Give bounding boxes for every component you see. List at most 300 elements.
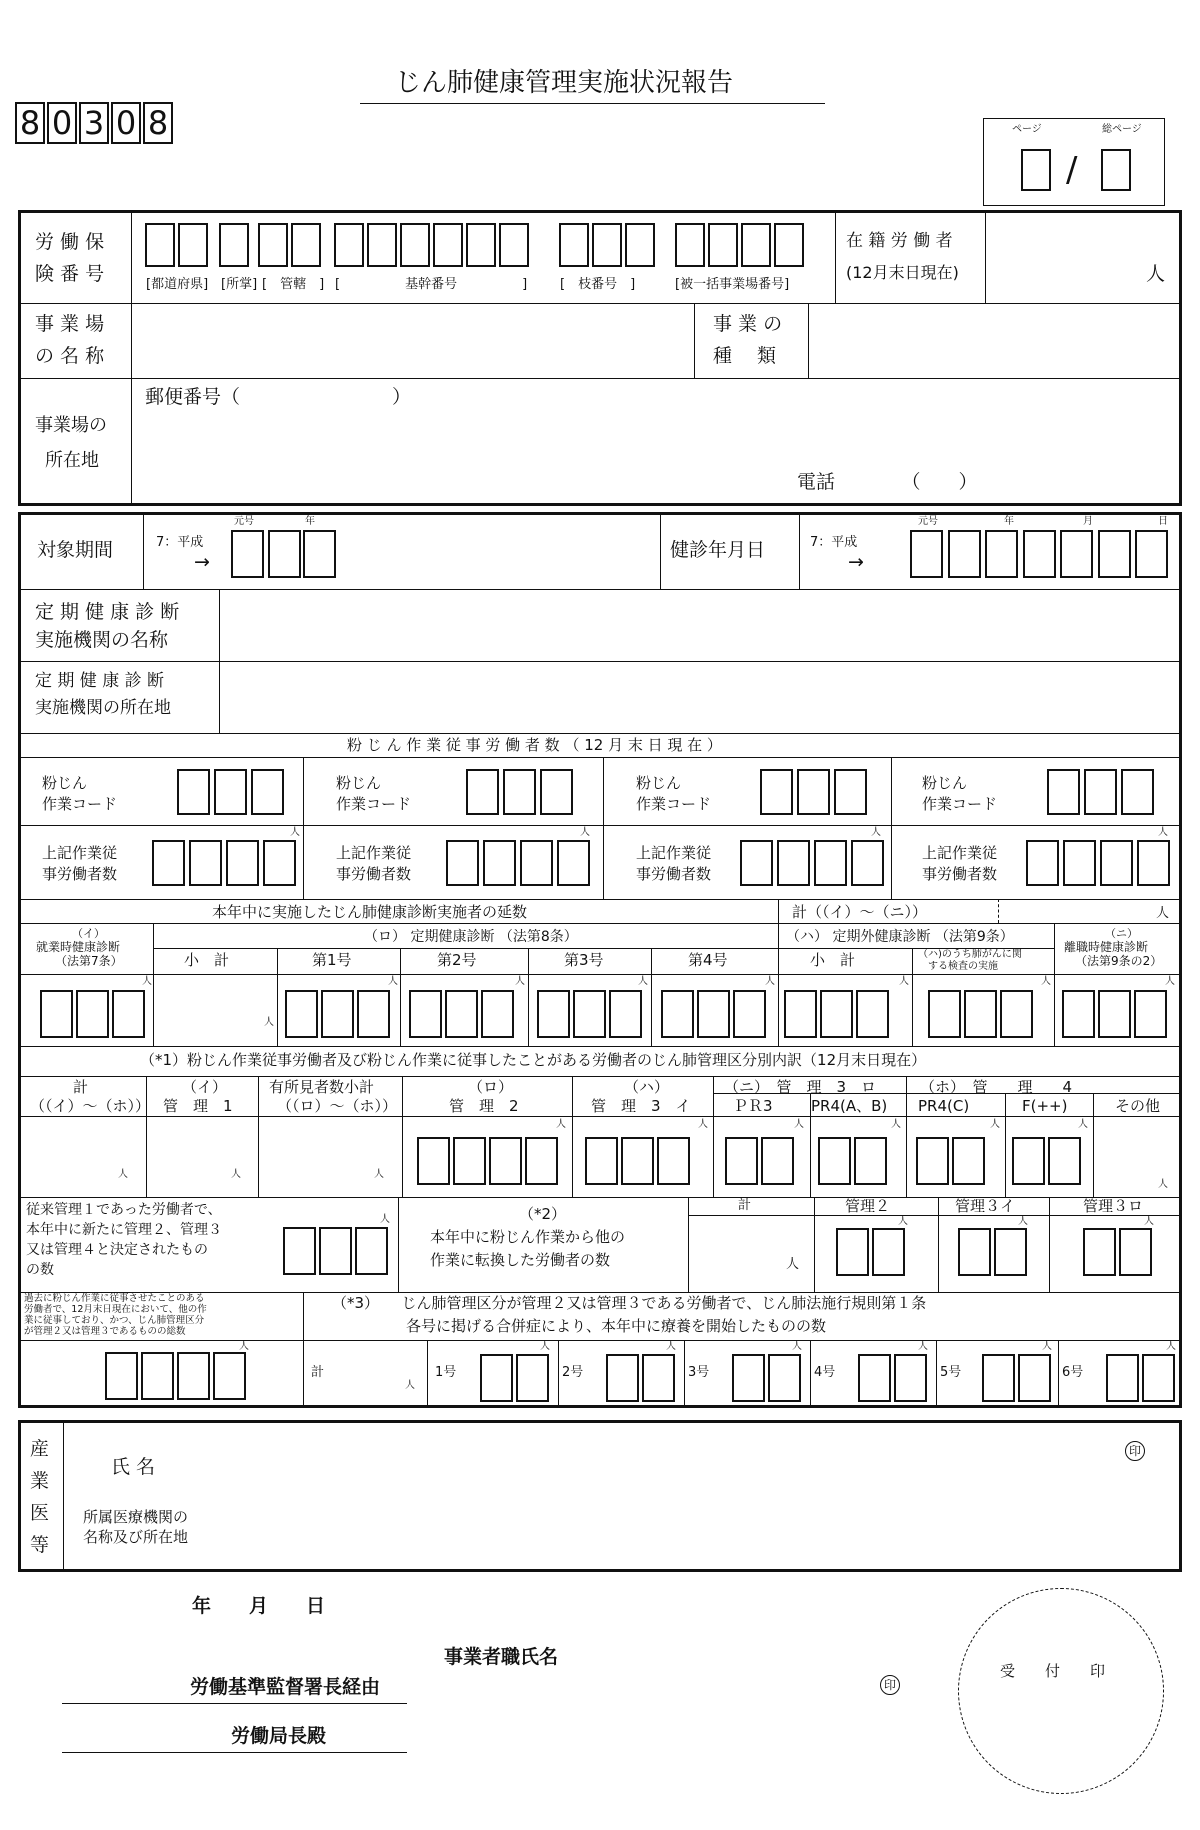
insurance-digit-box[interactable]: [708, 223, 738, 267]
comp-no-label: 1号: [435, 1365, 457, 1380]
transfer-box[interactable]: [1083, 1228, 1116, 1276]
site-address-label: 事業場の: [35, 415, 107, 436]
physician-label-char: 業: [30, 1470, 50, 1492]
unit-person: 人: [264, 1017, 274, 1028]
comp-no-label: 3号: [688, 1365, 710, 1380]
dust-workers-box[interactable]: [740, 840, 773, 886]
unit-person: 人: [540, 1341, 550, 1352]
dust-code-box[interactable]: [1047, 769, 1080, 815]
k-ni-header: （ニ） 管 理 3 ロ: [724, 1078, 877, 1096]
k-count-box[interactable]: [453, 1137, 486, 1185]
unit-person: 人: [698, 1119, 708, 1130]
k-ro-header: （ロ）: [468, 1078, 514, 1096]
date-digit-box[interactable]: [985, 530, 1018, 578]
inst-address-label: 実施機関の所在地: [35, 698, 171, 718]
exam-count-box[interactable]: [1062, 990, 1095, 1038]
exam-count-box[interactable]: [856, 990, 889, 1038]
site-name-label: の 名 称: [35, 345, 105, 367]
no2-label: 第2号: [437, 951, 477, 969]
period-era-box[interactable]: [231, 530, 264, 578]
transfer-box[interactable]: [994, 1228, 1027, 1276]
dust-workers-box[interactable]: [1137, 840, 1170, 886]
form-title: じん肺健康管理実施状況報告: [395, 68, 734, 98]
insurance-digit-box[interactable]: [559, 223, 589, 267]
unit-person: 人: [380, 1214, 390, 1225]
physician-label-char: 等: [30, 1534, 50, 1556]
comp-box[interactable]: [1018, 1354, 1051, 1402]
dust-workers-label: 事労働者数: [636, 865, 712, 883]
comp-box[interactable]: [732, 1354, 765, 1402]
past-workers-box[interactable]: [213, 1352, 246, 1400]
sub-label-prefecture: [都道府県]: [146, 277, 209, 292]
exam-count-box[interactable]: [321, 990, 354, 1038]
inst-address-label: 定 期 健 康 診 断: [35, 671, 165, 691]
complication-label: （*3） じん肺管理区分が管理２又は管理３である労働者で、じん肺法施行規則第１条: [332, 1294, 927, 1312]
insurance-digit-box[interactable]: [334, 223, 364, 267]
dust-code-label: 作業コード: [922, 795, 998, 813]
comp-sum-label: 計: [311, 1365, 325, 1380]
transfer-label: （*2）: [519, 1205, 567, 1223]
prev-k1-label: の数: [26, 1262, 54, 1278]
physician-inst-field[interactable]: [230, 1505, 1170, 1560]
k-count-box[interactable]: [1012, 1137, 1045, 1185]
dust-workers-box[interactable]: [446, 840, 479, 886]
dust-code-box[interactable]: [466, 769, 499, 815]
prev-k1-label: 本年中に新たに管理２、管理３: [26, 1222, 222, 1238]
inst-name-label: 定 期 健 康 診 断: [35, 601, 180, 623]
unit-person: 人: [666, 1341, 676, 1352]
dust-workers-box[interactable]: [263, 840, 296, 886]
dust-code-box[interactable]: [214, 769, 247, 815]
day-small-label: 日: [1158, 516, 1168, 527]
physician-inst-label: 名称及び所在地: [83, 1528, 189, 1546]
era-small-label: 元号: [234, 516, 254, 527]
insurance-digit-box[interactable]: [145, 223, 175, 267]
physician-name-label: 氏 名: [111, 1456, 156, 1478]
exam-count-box[interactable]: [481, 990, 514, 1038]
prev-k1-box[interactable]: [355, 1227, 388, 1275]
dust-workers-label: 事労働者数: [42, 865, 118, 883]
reception-stamp-circle: [958, 1588, 1164, 1794]
unit-person: 人: [142, 976, 152, 987]
comp-no-label: 4号: [814, 1365, 836, 1380]
dust-workers-label: 上記作業従: [336, 844, 412, 862]
dust-workers-box[interactable]: [152, 840, 185, 886]
k-ro-header: 管 理 2: [449, 1097, 519, 1115]
pr4c-header: PR4(C): [918, 1097, 970, 1115]
k-findings-header: 有所見者数小計: [269, 1078, 375, 1096]
k-count-box[interactable]: [916, 1137, 949, 1185]
site-name-label: 事 業 場: [35, 313, 105, 335]
exam-date-label: 健診年月日: [670, 539, 766, 561]
dust-code-box[interactable]: [1121, 769, 1154, 815]
dust-workers-box[interactable]: [226, 840, 259, 886]
month-small-label: 月: [1083, 516, 1093, 527]
labor-office-field[interactable]: [62, 1670, 182, 1700]
classification-header: （*1）粉じん作業従事労働者及び粉じん作業に従事したことがある労働者のじん肺管理区分別内訳（12月末日現在）: [140, 1051, 927, 1069]
exam-count-box[interactable]: [820, 990, 853, 1038]
site-address-label: 所在地: [45, 450, 99, 471]
dust-workers-box[interactable]: [1026, 840, 1059, 886]
sub-label-basic-no: [ 基幹番号 ]: [335, 277, 528, 292]
date-digit-box[interactable]: [948, 530, 981, 578]
col-ha-header: （ハ） 定期外健康診断 （法第9条）: [786, 929, 1014, 945]
year-small-label: 年: [305, 516, 315, 527]
k-total-field[interactable]: [20, 1118, 144, 1195]
unit-person: 人: [1158, 1179, 1168, 1190]
via-office-label: 労働基準監督署長経由: [190, 1676, 381, 1698]
comp-no-label: 6号: [1062, 1365, 1084, 1380]
dust-code-box[interactable]: [834, 769, 867, 815]
past-workers-box[interactable]: [105, 1352, 138, 1400]
form-code-digit: 0: [111, 102, 141, 144]
date-digit-box[interactable]: [1135, 530, 1168, 578]
comp-box[interactable]: [1106, 1354, 1139, 1402]
insurance-digit-box[interactable]: [625, 223, 655, 267]
insurance-digit-box[interactable]: [499, 223, 529, 267]
unit-person: 人: [871, 827, 881, 838]
prev-k1-label: 従来管理１であった労働者で、: [26, 1202, 222, 1218]
k-count-box[interactable]: [854, 1137, 887, 1185]
comp-box[interactable]: [768, 1354, 801, 1402]
workers-count-field[interactable]: [987, 212, 1137, 301]
workers-label: 在 籍 労 働 者: [846, 231, 953, 251]
unit-person: 人: [891, 1119, 901, 1130]
unit-person: 人: [231, 1169, 241, 1180]
exam-count-box[interactable]: [112, 990, 145, 1038]
no3-label: 第3号: [564, 951, 604, 969]
insurance-digit-box[interactable]: [258, 223, 288, 267]
sub-label-branch-no: [ 枝番号 ]: [560, 277, 636, 292]
past-workers-label: 業に従事しており、かつ、じん肺管理区分: [24, 1315, 205, 1326]
dust-code-label: 粉じん: [636, 774, 682, 792]
dust-code-label: 粉じん: [922, 774, 968, 792]
k-count-box[interactable]: [818, 1137, 851, 1185]
exam-total-label: 本年中に実施したじん肺健康診断実施者の延数: [212, 903, 528, 921]
dust-code-label: 粉じん: [336, 774, 382, 792]
transfer-sum-field[interactable]: [690, 1217, 812, 1290]
unit-person: 人: [899, 976, 909, 987]
sub-label-jurisdiction: [所掌]: [221, 277, 258, 292]
physician-inst-label: 所属医療機関の: [83, 1508, 189, 1526]
sub-label-office: [ 管轄 ]: [262, 277, 325, 292]
other-field[interactable]: [1095, 1118, 1179, 1195]
comp-box[interactable]: [606, 1354, 639, 1402]
exam-count-box[interactable]: [928, 990, 961, 1038]
comp-box[interactable]: [642, 1354, 675, 1402]
business-type-field[interactable]: [810, 305, 1180, 376]
exam-count-box[interactable]: [733, 990, 766, 1038]
insurance-digit-box[interactable]: [219, 223, 249, 267]
reception-stamp-label: 受 付 印: [1000, 1662, 1106, 1680]
k-findings-field[interactable]: [260, 1118, 400, 1195]
comp-box[interactable]: [982, 1354, 1015, 1402]
transfer-k2-header: 管理２: [845, 1197, 891, 1215]
date-digit-box[interactable]: [1060, 530, 1093, 578]
year-small-label: 年: [1004, 516, 1014, 527]
insurance-digit-box[interactable]: [675, 223, 705, 267]
exam-count-box[interactable]: [661, 990, 694, 1038]
site-name-field[interactable]: [133, 305, 692, 376]
exam-count-box[interactable]: [1000, 990, 1033, 1038]
exam-count-box[interactable]: [40, 990, 73, 1038]
transfer-box[interactable]: [872, 1228, 905, 1276]
insurance-no-label: 労 働 保: [35, 231, 105, 253]
dust-workers-label: 事労働者数: [922, 865, 998, 883]
exam-count-box[interactable]: [1098, 990, 1131, 1038]
past-workers-label: が管理２又は管理３であるものの総数: [24, 1326, 186, 1337]
dust-workers-box[interactable]: [777, 840, 810, 886]
era-label: 7：平成: [156, 535, 204, 550]
k-count-box[interactable]: [489, 1137, 522, 1185]
unit-person: 人: [405, 1380, 415, 1391]
dust-workers-box[interactable]: [189, 840, 222, 886]
k-count-box[interactable]: [725, 1137, 758, 1185]
unit-person: 人: [792, 1341, 802, 1352]
insurance-digit-box[interactable]: [178, 223, 208, 267]
col-ni-header: （法第9条の2）: [1075, 954, 1163, 968]
page-label: ページ: [1012, 124, 1042, 135]
dust-code-box[interactable]: [177, 769, 210, 815]
unit-person: 人: [1042, 1341, 1052, 1352]
unit-person: 人: [1166, 1341, 1176, 1352]
exam-count-box[interactable]: [409, 990, 442, 1038]
dust-code-box[interactable]: [760, 769, 793, 815]
lung-cancer-label: する検査の実施: [928, 961, 998, 972]
unit-person: 人: [786, 1257, 800, 1272]
form-code-digit: 8: [143, 102, 173, 144]
transfer-k3ro-header: 管理３ロ: [1083, 1197, 1144, 1215]
business-type-label: 事 業 の: [713, 313, 783, 335]
period-year-box[interactable]: [268, 530, 301, 578]
k-i-field[interactable]: [148, 1118, 256, 1195]
k-count-box[interactable]: [761, 1137, 794, 1185]
insurance-digit-box[interactable]: [466, 223, 496, 267]
site-address-field[interactable]: [133, 410, 1178, 465]
inst-name-field[interactable]: [221, 591, 1179, 659]
prev-k1-label: 又は管理４と決定されたもの: [26, 1242, 208, 1258]
postal-code-label: 郵便番号（ ）: [145, 386, 412, 408]
unit-person: 人: [898, 1216, 908, 1227]
comp-box[interactable]: [516, 1354, 549, 1402]
unit-person: 人: [118, 1169, 128, 1180]
unit-person: 人: [638, 976, 648, 987]
unit-person: 人: [374, 1169, 384, 1180]
page-separator: /: [1066, 150, 1078, 190]
transfer-box[interactable]: [958, 1228, 991, 1276]
col-i-header: （法第7条）: [55, 954, 123, 968]
date-digit-box[interactable]: [1023, 530, 1056, 578]
unit-person: 人: [1156, 906, 1170, 921]
sub-label-bulk-no: [被一括事業場番号]: [675, 277, 790, 292]
dust-code-box[interactable]: [251, 769, 284, 815]
unit-person: 人: [515, 976, 525, 987]
pr3-header: ＰＲ3: [733, 1097, 773, 1115]
bureau-label: 労働局長殿: [231, 1725, 327, 1747]
unit-person: 人: [388, 976, 398, 987]
insurance-digit-box[interactable]: [741, 223, 771, 267]
transfer-box[interactable]: [836, 1228, 869, 1276]
unit-person: 人: [918, 1341, 928, 1352]
insurance-no-label: 険 番 号: [35, 263, 105, 285]
physician-label-char: 産: [30, 1438, 50, 1460]
unit-person: 人: [1144, 1216, 1154, 1227]
col-ro-header: （ロ） 定期健康診断 （法第8条）: [364, 929, 578, 945]
dust-workers-box[interactable]: [483, 840, 516, 886]
inst-name-label: 実施機関の名称: [35, 629, 169, 651]
subtotal-label: 小 計: [184, 951, 230, 969]
dust-code-label: 作業コード: [42, 795, 118, 813]
dust-code-box[interactable]: [797, 769, 830, 815]
insurance-digit-box[interactable]: [400, 223, 430, 267]
dust-workers-label: 上記作業従: [636, 844, 712, 862]
unit-person: 人: [580, 827, 590, 838]
k-count-box[interactable]: [657, 1137, 690, 1185]
k-ho-header: （ホ） 管 理 4: [920, 1078, 1073, 1096]
employer-name-label: 事業者職氏名: [444, 1646, 559, 1668]
prev-k1-box[interactable]: [319, 1227, 352, 1275]
transfer-label: 本年中に粉じん作業から他の: [430, 1228, 626, 1246]
unit-person: 人: [794, 1119, 804, 1130]
period-year-box[interactable]: [303, 530, 336, 578]
k-count-box[interactable]: [417, 1137, 450, 1185]
insurance-digit-box[interactable]: [367, 223, 397, 267]
subtotal-label: 小 計: [810, 951, 856, 969]
col-i-header: （イ）: [72, 927, 105, 940]
past-workers-box[interactable]: [141, 1352, 174, 1400]
workers-unit: 人: [1146, 263, 1166, 285]
dust-code-label: 粉じん: [42, 774, 88, 792]
comp-no-label: 2号: [562, 1365, 584, 1380]
period-label: 対象期間: [37, 539, 114, 561]
seal-mark: 印: [1125, 1441, 1145, 1461]
physician-label-char: 医: [30, 1502, 50, 1524]
dust-workers-label: 上記作業従: [922, 844, 998, 862]
comp-no-label: 5号: [940, 1365, 962, 1380]
form-code-digit: 0: [47, 102, 77, 144]
form-code-digit: 8: [15, 102, 45, 144]
dust-workers-header: 粉 じ ん 作 業 従 事 労 働 者 数 （ 12 月 末 日 現 在 ）: [347, 736, 722, 754]
exam-count-box[interactable]: [357, 990, 390, 1038]
k-count-box[interactable]: [1048, 1137, 1081, 1185]
pr4ab-header: PR4(A、B): [811, 1097, 888, 1115]
col-ni-header: 離職時健康診断: [1064, 940, 1149, 954]
date-digit-box[interactable]: [1098, 530, 1131, 578]
exam-count-box[interactable]: [1134, 990, 1167, 1038]
insurance-digit-box[interactable]: [592, 223, 622, 267]
exam-count-box[interactable]: [285, 990, 318, 1038]
past-workers-label: 過去に粉じん作業に従事させたことのある: [24, 1293, 205, 1304]
physician-name-field[interactable]: [170, 1440, 1110, 1490]
page-number-box[interactable]: [1021, 149, 1051, 191]
dust-workers-box[interactable]: [851, 840, 884, 886]
k-count-box[interactable]: [621, 1137, 654, 1185]
col-ni-header: （ニ）: [1105, 927, 1138, 940]
phone-label: 電話 （ ）: [797, 471, 978, 493]
dust-code-box[interactable]: [503, 769, 536, 815]
arrow: →: [194, 551, 210, 573]
dust-workers-box[interactable]: [520, 840, 553, 886]
dust-workers-label: 事労働者数: [336, 865, 412, 883]
exam-count-box[interactable]: [445, 990, 478, 1038]
dust-workers-box[interactable]: [1063, 840, 1096, 886]
unit-person: 人: [1165, 976, 1175, 987]
ro-subtotal-field[interactable]: [155, 976, 275, 1044]
k-count-box[interactable]: [585, 1137, 618, 1185]
comp-box[interactable]: [480, 1354, 513, 1402]
k-total-header: （（イ）～（ホ））: [30, 1097, 151, 1115]
exam-count-box[interactable]: [537, 990, 570, 1038]
seal-mark: 印: [880, 1675, 900, 1695]
dust-workers-label: 上記作業従: [42, 844, 118, 862]
unit-person: 人: [1041, 976, 1051, 987]
dust-code-box[interactable]: [1084, 769, 1117, 815]
dust-workers-box[interactable]: [814, 840, 847, 886]
comp-box[interactable]: [1142, 1354, 1175, 1402]
total-page-box[interactable]: [1101, 149, 1131, 191]
complication-label: 各号に掲げる合併症により、本年中に療養を開始したものの数: [406, 1317, 827, 1335]
past-workers-box[interactable]: [177, 1352, 210, 1400]
total-page-label: 総ページ: [1102, 124, 1142, 135]
exam-count-box[interactable]: [609, 990, 642, 1038]
unit-person: 人: [1018, 1216, 1028, 1227]
comp-box[interactable]: [858, 1354, 891, 1402]
unit-person: 人: [765, 976, 775, 987]
dust-code-label: 作業コード: [636, 795, 712, 813]
employer-name-field[interactable]: [580, 1640, 860, 1670]
dust-workers-box[interactable]: [557, 840, 590, 886]
unit-person: 人: [290, 827, 300, 838]
unit-person: 人: [239, 1341, 249, 1352]
insurance-digit-box[interactable]: [291, 223, 321, 267]
form-code-digit: 3: [79, 102, 109, 144]
insurance-digit-box[interactable]: [433, 223, 463, 267]
no1-label: 第1号: [312, 951, 352, 969]
dust-workers-box[interactable]: [1100, 840, 1133, 886]
k-total-header: 計: [73, 1078, 89, 1096]
k-count-box[interactable]: [525, 1137, 558, 1185]
k-findings-header: （（ロ）～（ホ））: [277, 1097, 398, 1115]
exam-count-box[interactable]: [573, 990, 606, 1038]
bureau-field[interactable]: [62, 1720, 222, 1750]
transfer-box[interactable]: [1119, 1228, 1152, 1276]
dust-code-label: 作業コード: [336, 795, 412, 813]
k-ha-header: 管 理 3 イ: [591, 1097, 691, 1115]
exam-sum-label: 計（（イ）～（ニ））: [792, 903, 928, 921]
k-i-header: （イ）: [182, 1078, 228, 1096]
unit-person: 人: [1158, 827, 1168, 838]
comp-sum-field[interactable]: [330, 1342, 400, 1406]
exam-count-box[interactable]: [784, 990, 817, 1038]
k-i-header: 管 理 1: [163, 1097, 233, 1115]
inst-address-field[interactable]: [221, 663, 1179, 731]
k-ha-header: （ハ）: [624, 1078, 670, 1096]
comp-box[interactable]: [894, 1354, 927, 1402]
insurance-digit-box[interactable]: [774, 223, 804, 267]
exam-count-box[interactable]: [697, 990, 730, 1038]
exam-sum-field[interactable]: [1000, 901, 1150, 921]
exam-count-box[interactable]: [964, 990, 997, 1038]
dust-code-box[interactable]: [540, 769, 573, 815]
fpp-header: F(++): [1022, 1097, 1068, 1115]
unit-person: 人: [1078, 1119, 1088, 1130]
date-digit-box[interactable]: [910, 530, 943, 578]
exam-count-box[interactable]: [76, 990, 109, 1038]
other-header: その他: [1115, 1097, 1161, 1115]
prev-k1-box[interactable]: [283, 1227, 316, 1275]
transfer-sum-header: 計: [738, 1198, 752, 1213]
k-count-box[interactable]: [952, 1137, 985, 1185]
